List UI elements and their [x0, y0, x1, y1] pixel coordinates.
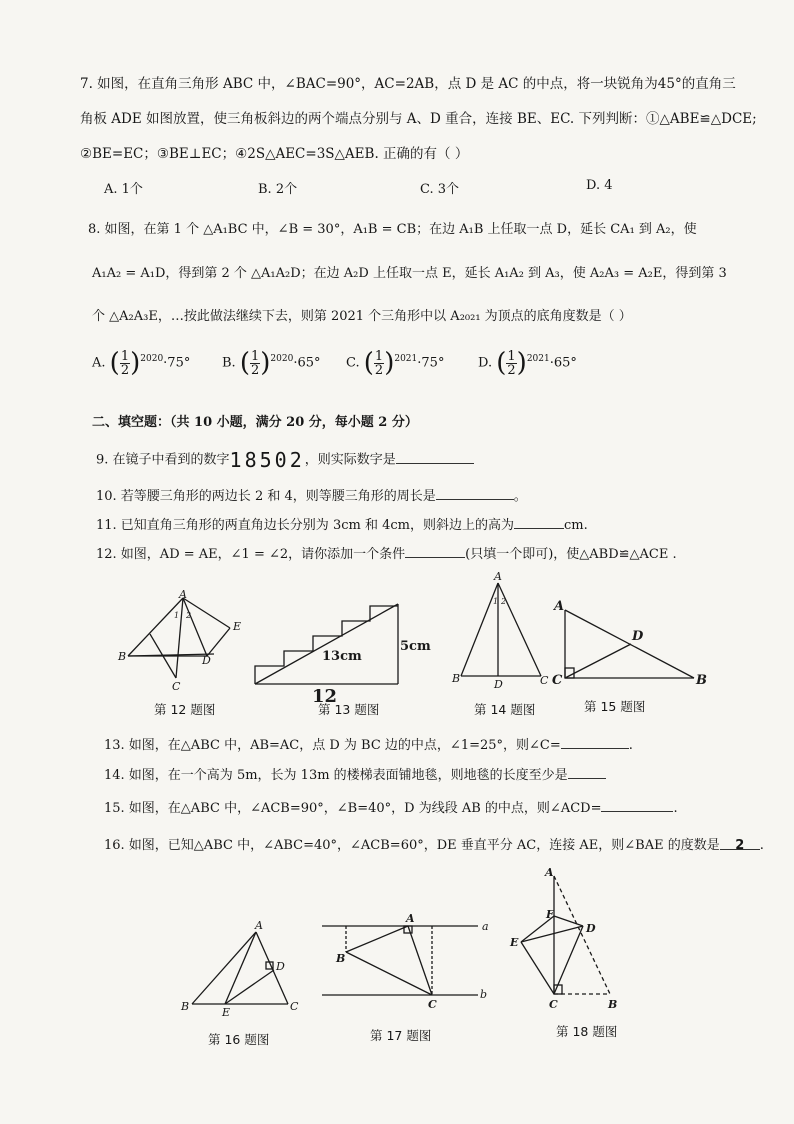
f12-label-b: B: [118, 650, 127, 663]
figure-17: [322, 926, 478, 995]
f16-label-d: D: [276, 960, 285, 973]
q8-option-b: B. ( $\frac{1}{2}$ )$^{2020}$·65°: [222, 348, 321, 378]
q7-line1: 7. 如图，在直角三角形 ABC 中，∠BAC=90°，AC=2AB，点 D 是 AC 的中点，将一块锐角为45°的直角三: [80, 76, 736, 92]
q8-line2: A₁A₂ = A₁D，得到第 2 个 △A₁A₂D；在边 A₂D 上任取一点 E，延长 A₁A₂ 到 A₃，使 A₂A₃ = A₂E，得到第 3: [92, 266, 727, 281]
f12-label-2: 2: [186, 611, 192, 620]
q8-option-d: D. ( $\frac{1}{2}$ )$^{2021}$·65°: [478, 348, 577, 378]
figure-12: [128, 598, 230, 678]
mirror-digits: 18502: [229, 448, 305, 472]
q7-option-d: D. 4: [586, 178, 613, 193]
f12-label-a: A: [179, 588, 187, 601]
q10: 10. 若等腰三角形的两边长 2 和 4，则等腰三角形的周长是 。: [96, 489, 527, 504]
caption-13: 第 13 题图: [318, 702, 380, 717]
q16-handwritten-answer: 2: [720, 838, 760, 850]
f17-label-b: B: [336, 952, 346, 965]
caption-17: 第 17 题图: [370, 1028, 432, 1043]
q7-option-b: B. 2个: [258, 182, 298, 197]
f18-label-d: D: [586, 922, 596, 935]
q7-line3: ②BE=EC；③BE⊥EC；④2S△AEC=3S△AEB. 正确的有（ ）: [80, 146, 469, 162]
caption-12: 第 12 题图: [154, 702, 216, 717]
q13: 13. 如图，在△ABC 中，AB=AC，点 D 为 BC 边的中点，∠1=25°，则∠C= .: [104, 738, 633, 753]
f15-label-d: D: [632, 629, 644, 644]
q12: 12. 如图，AD = AE，∠1 = ∠2，请你添加一个条件 (只填一个即可)，使△ABD≌△ACE .: [96, 547, 677, 562]
q8-option-c: C. ( $\frac{1}{2}$ )$^{2021}$·75°: [346, 348, 445, 378]
f14-label-d: D: [494, 678, 503, 691]
f17-label-a: A: [406, 912, 415, 925]
q8-option-a: A. ( $\frac{1}{2}$ )$^{2020}$·75°: [92, 348, 191, 378]
section-heading: 二、填空题：（共 10 小题，满分 20 分，每小题 2 分）: [92, 415, 418, 430]
figure-18: [521, 876, 610, 994]
q8-line1: 8. 如图，在第 1 个 △A₁BC 中，∠B = 30°，A₁B = CB；在边 A₁B 上任取一点 D，延长 CA₁ 到 A₂，使: [88, 222, 697, 237]
f12-label-d: D: [202, 654, 211, 667]
f14-label-1: 1: [493, 597, 499, 606]
f16-label-a: A: [255, 919, 263, 932]
f18-label-f: F: [546, 908, 554, 921]
f14-label-b: B: [452, 672, 461, 685]
q15: 15. 如图，在△ABC 中，∠ACB=90°，∠B=40°，D 为线段 AB 的中点，则∠ACD= .: [104, 801, 678, 816]
q7-line2: 角板 ADE 如图放置，使三角板斜边的两个端点分别与 A、D 重合，连接 BE、EC. 下列判断：①△ABE≌△DCE;: [80, 111, 757, 127]
f12-label-1: 1: [174, 611, 180, 620]
q7-option-a: A. 1个: [104, 182, 143, 197]
f16-label-e: E: [222, 1006, 231, 1019]
q8-line3: 个 △A₂A₃E，…按此做法继续下去，则第 2021 个三角形中以 A₂₀₂₁ 为顶点的底角度数是（ ）: [92, 309, 632, 324]
f18-label-a: A: [545, 866, 554, 879]
figure-13: [255, 604, 398, 684]
f18-label-e: E: [510, 936, 519, 949]
f12-label-c: C: [172, 680, 181, 693]
f14-label-a: A: [494, 570, 502, 583]
caption-16: 第 16 题图: [208, 1032, 270, 1047]
q7-option-c: C. 3个: [420, 182, 460, 197]
figure-16: [192, 932, 288, 1004]
f16-label-c: C: [290, 1000, 299, 1013]
q16: 16. 如图，已知△ABC 中，∠ABC=40°，∠ACB=60°，DE 垂直平分 AC，连接 AE，则∠BAE 的度数是 2 .: [104, 838, 764, 853]
f14-label-c: C: [540, 674, 549, 687]
f15-label-c: C: [552, 673, 563, 688]
f13-slope: 13cm: [322, 649, 362, 664]
f15-label-a: A: [554, 599, 565, 614]
q11: 11. 已知直角三角形的两直角边长分别为 3cm 和 4cm，则斜边上的高为 cm.: [96, 518, 588, 533]
caption-15: 第 15 题图: [584, 699, 646, 714]
q14: 14. 如图，在一个高为 5m，长为 13m 的楼梯表面铺地毯，则地毯的长度至少是: [104, 764, 606, 783]
figure-14: [461, 583, 541, 676]
f13-height: 5cm: [400, 639, 431, 654]
q9: 9. 在镜子中看到的数字18502，则实际数字是: [96, 448, 474, 472]
f17-label-la: a: [482, 920, 489, 933]
f18-label-b: B: [608, 998, 618, 1011]
f15-label-b: B: [696, 673, 707, 688]
f18-label-c: C: [549, 998, 558, 1011]
f13-hand: 12: [312, 686, 338, 707]
figure-15: [565, 610, 694, 678]
caption-14: 第 14 题图: [474, 702, 536, 717]
f17-label-lb: b: [480, 988, 488, 1001]
f16-label-b: B: [181, 1000, 190, 1013]
f12-label-e: E: [233, 620, 242, 633]
f17-label-c: C: [428, 998, 437, 1011]
caption-18: 第 18 题图: [556, 1024, 618, 1039]
f14-label-2: 2: [501, 597, 507, 606]
